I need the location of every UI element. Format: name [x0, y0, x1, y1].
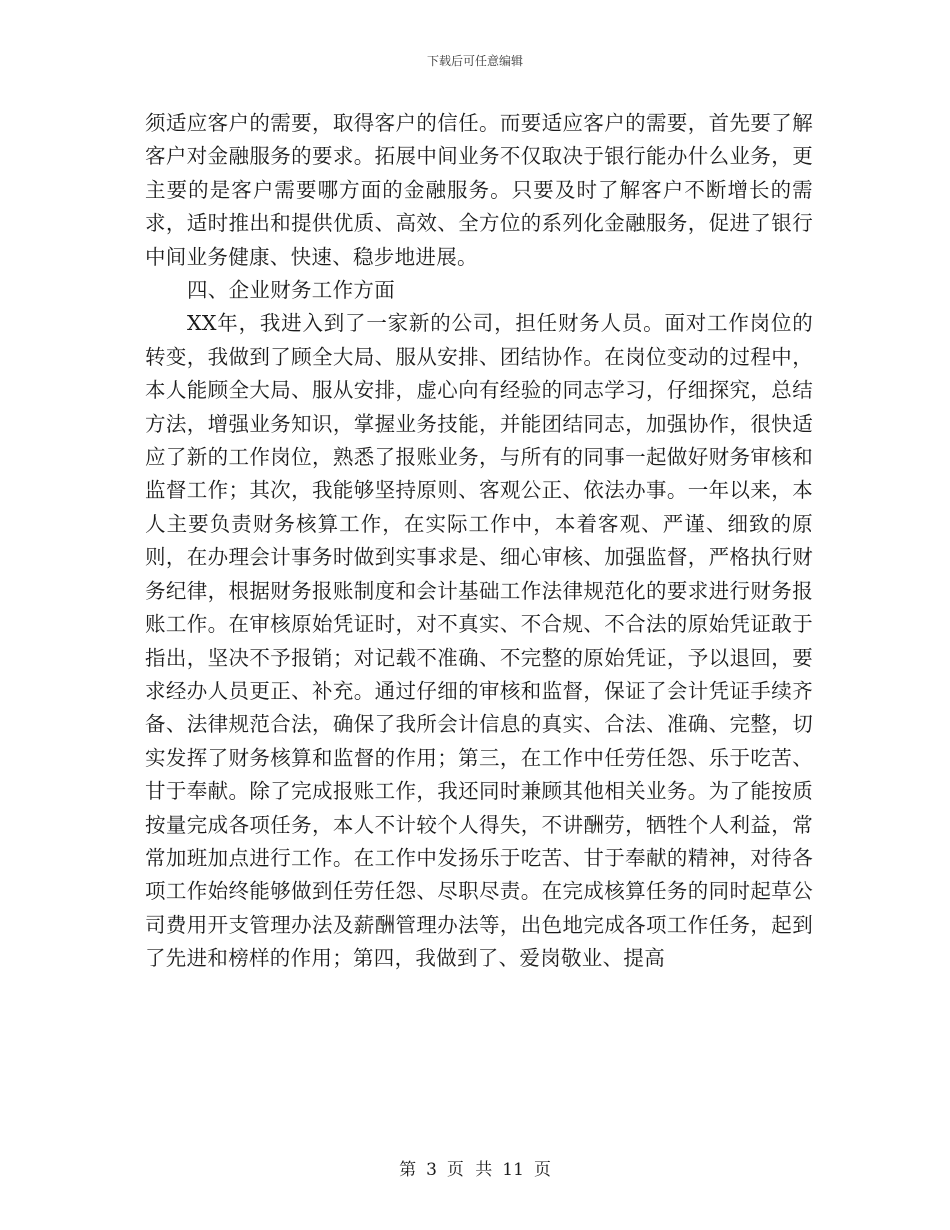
document-body [145, 107, 813, 976]
paragraph-continuation: 须适应客户的需要，取得客户的信任。而要适应客户的需要，首先要了解客户对金融服务的要求。拓展中间业务不仅取决于银行能办什么业务，更主要的是客户需要哪方面的金融服务。只要及时了解客户不断增长的需求，适时推出和提供优质、高效、全方位的系列化金融服务，促进了银行中间业务健康、快速、稳步地进展。 [145, 111, 813, 269]
section-heading: 四、企业财务工作方面 [187, 278, 395, 303]
page-header-note: 下载后可任意编辑 [426, 54, 523, 68]
paragraph-main: XX年，我进入到了一家新的公司，担任财务人员。面对工作岗位的转变，我做到了顾全大局、服从安排、团结协作。在岗位变动的过程中，本人能顾全大局、服从安排，虚心向有经验的同志学习，仔细探究，总结方法，增强业务知识，掌握业务技能，并能团结同志，加强协作，很快适应了新的工作岗位，熟悉了报账业务，与所有的同事一起做好财务审核和监督工作；其次，我能够坚持原则、客观公正、依法办事。一年以来，本人主要负责财务核算工作，在实际工作中，本着客观、严谨、细致的原则，在办理会计事务时做到实事求是、细心审核、加强监督，严格执行财务纪律，根据财务报账制度和会计基础工作法律规范化的要求进行财务报账工作。在审核原始凭证时，对不真实、不合规、不合法的原始凭证敢于指出，坚决不予报销；对记载不准确、不完整的原始凭证，予以退回，要求经办人员更正、补充。通过仔细的审核和监督，保证了会计凭证手续齐备、法律规范合法，确保了我所会计信息的真实、合法、准确、完整，切实发挥了财务核算和监督的作用；第三，在工作中任劳任怨、乐于吃苦、甘于奉献。除了完成报账工作，我还同时兼顾其他相关业务。为了能按质按量完成各项任务，本人不计较个人得失，不讲酬劳，牺牲个人利益，常常加班加点进行工作。在工作中发扬乐于吃苦、甘于奉献的精神，对待各项工作始终能够做到任劳任怨、尽职尽责。在完成核算任务的同时起草公司费用开支管理办法及薪酬管理办法等，出色地完成各项工作任务，起到了先进和榜样的作用；第四，我做到了、爱岗敬业、提高 [145, 311, 813, 971]
footer-current-page: 3 [426, 1160, 437, 1180]
footer-suffix: 页 [533, 1160, 551, 1180]
footer-prefix: 第 [399, 1160, 417, 1180]
footer-middle: 页 共 [446, 1160, 493, 1180]
page-number-footer [0, 1155, 950, 1180]
footer-total-pages: 11 [502, 1160, 524, 1180]
